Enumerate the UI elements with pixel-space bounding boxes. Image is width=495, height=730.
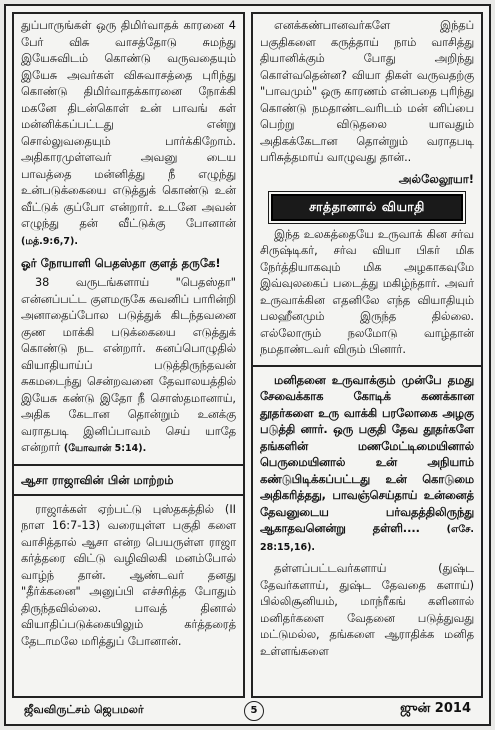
left-paragraph-2	[21, 275, 236, 458]
left-column	[12, 12, 245, 698]
hallelujah-text: அல்லேலூயா!	[398, 171, 474, 186]
left-paragraph-1	[21, 18, 236, 250]
scripture-reference: (எசே. 28:15,16).	[260, 524, 474, 553]
page-number: 5	[244, 701, 264, 721]
right-paragraph-1: எனக்கண்பானவர்களே இந்தப் பகுதிகளை கருத்தாய் நாம் வாசித்து தியானிக்கும் போது அறிந்து கொள்வதென்ன? வியா திகள் வருவதற்கு "பாவமும்" ஒரு காரணம் என்பதை புரிந்து கொண்டு நமதாண்டவரிடம் மன் னிப்பை பெற்று விடுதலை யாவதும் அதிகக்கேடான தொன்றும் வராதபடி பரிசுத்தமாய் வாழுவது தான்..	[260, 19, 474, 164]
section-heading-bethesda: ஓர் நோயாளி பெதஸ்தா குளத் தருகே!	[21, 256, 221, 270]
scripture-reference: (மத்.9:6,7).	[21, 235, 78, 247]
issue-date: ஜுன் 2014	[400, 701, 471, 716]
scripture-reference: (யோவான் 5:14).	[63, 443, 147, 454]
left-paragraph-3: ராஜாக்கள் ஏற்பட்டு புஸ்தகத்தில் (II நாள 16:7-13) வரையுள்ள பகுதி களை வாசித்தால் ஆசா என்ற பெயருள்ள ராஜா கர்த்தரை விட்டு வழிவிலகி மனம்போல் வாழ்ந் தான். ஆண்டவர் தனது "தீர்க்கனை" அனுப்பி எச்சரித்த போதும் திருந்தவில்லை. பாவத் தினால் வியாதிப்படுக்கையிலும் கர்த்தரைத் தேடாமலே மரித்துப் போனான்.	[21, 502, 236, 648]
divider	[253, 365, 481, 367]
page-footer	[12, 701, 483, 721]
divider	[14, 494, 243, 496]
magazine-title: ஜீவவிருட்சம் ஜெபமலர்	[24, 703, 144, 716]
left-paragraph-2-text: 38 வருடங்களாய் "பெதஸ்தா" என்னப்பட்ட குளமருகே கவனிப் பாரின்றி அனாதைப்போல படுத்துக் கிடந்தவனை குண மாக்கி படுக்கையை எடுத்துக் கொண்டு நட என்றார். சுனப்பொழுதில் வியாதியாய்ப் படுத்திருந்தவன் சுகமடைந்து சென்றவனை தேவாலயத்தில் இயேசு கண்டு இதோ நீ சொஸ்தமானாய், அதிக கேடான தொன்றும் உனக்கு வராதபடி இனிப்பாவம் செய் யாதே என்றார்	[21, 276, 236, 454]
divider	[14, 464, 243, 466]
right-column	[251, 12, 483, 698]
right-paragraph-3-text: மனிதனை உருவாக்கும் முன்பே தமது சேவைக்காக கோடிக் கணக்கான தூதர்களை உரு வாக்கி பரலோகை அழகு படுத்தி னார். ஒரு பகுதி தேவ தூதர்களே தங்களின் மணமேட்டிமையினால் பெருமையினால் உன் அநியாம் கண்டுபிடிக்கப்பட்டது உன் கொடுமை அதிகரித்தது, பாவஞ்செய்தாய் உன்னைத் தேவனுடைய பர்வதத்திலிருந்து ஆகாதவனென்று தள்ளி....	[260, 373, 474, 535]
section-heading-satan-disease: சாத்தானால் வியாதி	[271, 194, 462, 221]
right-paragraph-4: தள்ளப்பட்டவர்களாய் (துஷ்ட தேவர்களாய், துஷ்ட தேவதை களாய்) பில்லிசூனியம், மாந்ரீகங் களினால் மனிதர்களை வேதனை படுத்துவது மட்டுமல்ல, தங்களை ஆராதிக்க மனித உள்ளங்களை	[260, 562, 474, 658]
right-paragraph-2: இந்த உலகத்தையே உருவாக் கின சர்வ சிருஷ்டிகர், சர்வ வியா பிகர் மிக நேர்த்தியாகவும் மிக அழகாகவுமே இவ்வுலகைப் படைத்து மகிழ்ந்தார். அவர் உருவாக்கின எதனிலே எந்த வியாதியும் பலஹீனமும் இருந்த தில்லை. எல்லோரும் நலமோடு வாழ்தான் நமதாண்டவர் விரும் பினார்.	[260, 227, 474, 356]
right-paragraph-3	[260, 373, 474, 557]
section-heading-asa: ஆசா ராஜாவின் பின் மாற்றம்	[21, 472, 174, 487]
left-paragraph-1-text: துப்பாருங்கள் ஒரு திமிர்வாதக் காரனை 4 பேர் விசு வாசத்தோடு சுமந்து இயேசுவிடம் கொண்டு வருவதையும் இயேசு அவர்கள் விசுவாசத்தை புரிந்து கொண்டு திமிர்வாதக்காரனை நோக்கி மகனே திடன்கொள் உன் பாவங் கள் மன்னிக்கப்பட்டது என்று சொல்லுவதையும் பார்க்கிறோம். அதிகாரமுள்ளவர் அவனு டைய பாவத்தை மன்னித்து நீ எழுந்து உன்படுக்கையை எடுத்துக் கொண்டு உன் வீட்டுக் குப்போ என்றார். உடனே அவன் எழுந்து தன் வீட்டுக்கு போனான்	[21, 19, 236, 230]
magazine-page	[4, 4, 491, 726]
